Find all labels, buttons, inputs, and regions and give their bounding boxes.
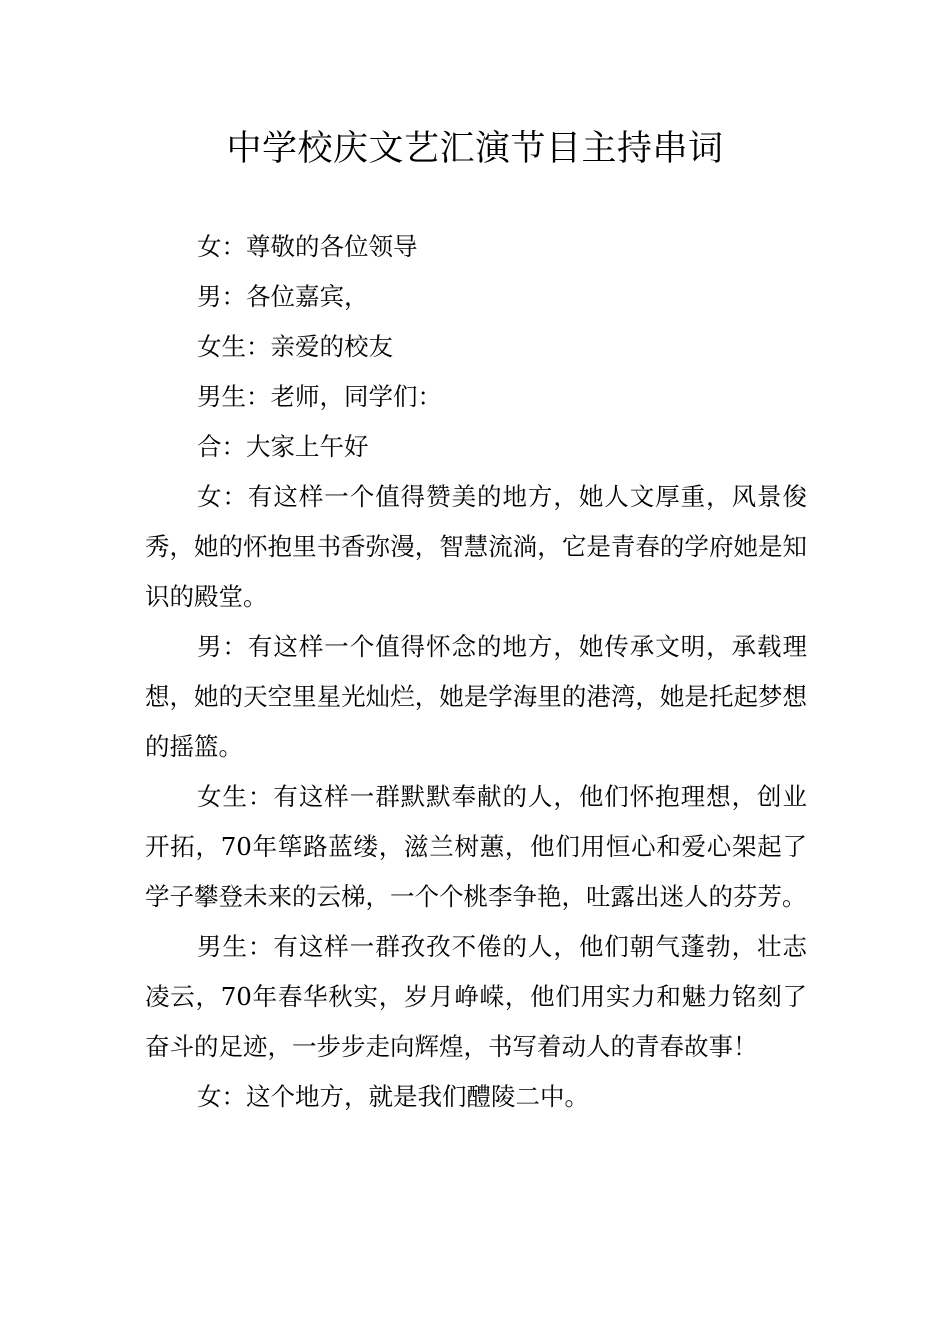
paragraph-female-praise: 女：有这样一个值得赞美的地方，她人文厚重，风景俊秀，她的怀抱里书香弥漫，智慧流淌，它是青春的学府她是知识的殿堂。 <box>145 482 807 611</box>
paragraph-greeting-boy: 男生：老师，同学们： <box>197 382 442 411</box>
paragraph-greeting-girl: 女生：亲爱的校友 <box>197 332 393 361</box>
paragraph-male-memory: 男：有这样一个值得怀念的地方，她传承文明，承载理想，她的天空里星光灿烂，她是学海里的港湾，她是托起梦想的摇篮。 <box>145 632 807 761</box>
paragraph-greeting-female: 女：尊敬的各位领导 <box>197 232 418 261</box>
paragraph-greeting-together: 合：大家上午好 <box>197 432 369 461</box>
document-title: 中学校庆文艺汇演节目主持串词 <box>226 129 724 169</box>
document-body <box>145 222 807 1122</box>
paragraph-girl-dedication: 女生：有这样一群默默奉献的人，他们怀抱理想，创业开拓，70年筚路蓝缕，滋兰树蕙，他们用恒心和爱心架起了学子攀登未来的云梯，一个个桃李争艳，吐露出迷人的芬芳。 <box>145 782 807 911</box>
paragraph-female-school: 女：这个地方，就是我们醴陵二中。 <box>197 1082 589 1111</box>
paragraph-boy-diligence: 男生：有这样一群孜孜不倦的人，他们朝气蓬勃，壮志凌云，70年春华秋实，岁月峥嵘，他们用实力和魅力铭刻了奋斗的足迹，一步步走向辉煌，书写着动人的青春故事！ <box>145 932 807 1061</box>
paragraph-greeting-male: 男：各位嘉宾， <box>197 282 369 311</box>
